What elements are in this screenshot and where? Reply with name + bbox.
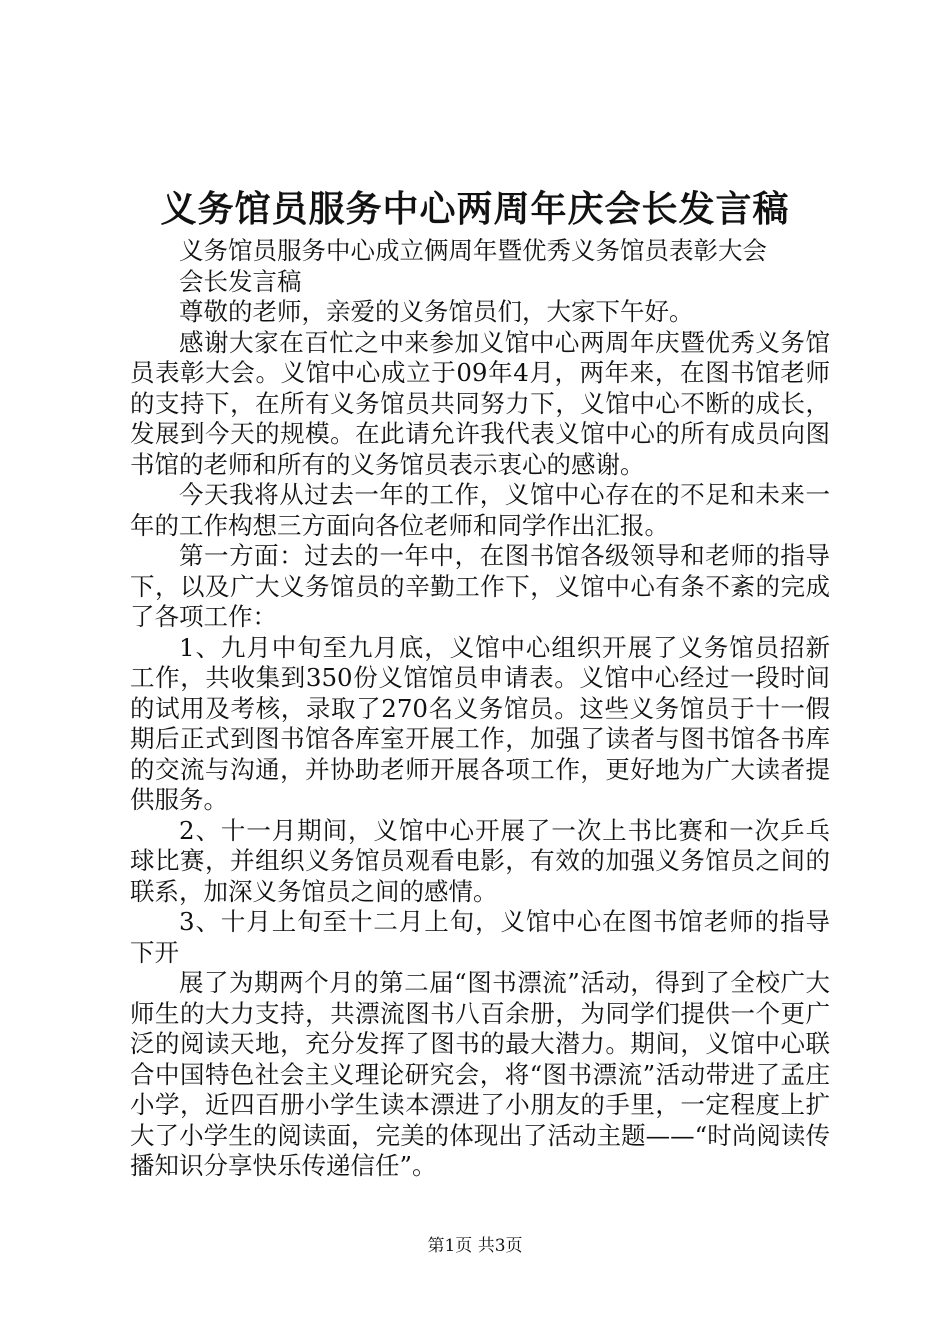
item-three-continued-paragraph: 展了为期两个月的第二届“图书漂流”活动，得到了全校广大师生的大力支持，共漂流图书八百余册，为同学们提供一个更广泛的阅读天地，充分发挥了图书的最大潜力。期间，义馆中心联合中国特色社会主义理论研究会，将“图书漂流”活动带进了孟庄小学，近四百册小学生读本漂进了小朋友的手里，一定程度上扩大了小学生的阅读面，完美的体现出了活动主题——“时尚阅读传播知识分享快乐传递信任”。 — [130, 968, 830, 1180]
item-three-paragraph: 3、十月上旬至十二月上旬，义馆中心在图书馆老师的指导下开 — [130, 907, 830, 967]
item-one-paragraph: 1、九月中旬至九月底，义馆中心组织开展了义务馆员招新工作，共收集到350份义馆馆员申请表。义馆中心经过一段时间的试用及考核，录取了270名义务馆员。这些义务馆员于十一假期后正式到图书馆各库室开展工作，加强了读者与图书馆各书库的交流与沟通，并协助老师开展各项工作，更好地为广大读者提供服务。 — [130, 632, 830, 814]
greeting-paragraph: 尊敬的老师，亲爱的义务馆员们，大家下午好。 — [179, 297, 694, 326]
thanks-paragraph: 感谢大家在百忙之中来参加义馆中心两周年庆暨优秀义务馆员表彰大会。义馆中心成立于09年4月，两年来，在图书馆老师的支持下，在所有义务馆员共同努力下，义馆中心不断的成长，发展到今天的规模。在此请允许我代表义馆中心的所有成员向图书馆的老师和所有的义务馆员表示衷心的感谢。 — [130, 327, 830, 479]
document-title: 义务馆员服务中心两周年庆会长发言稿 — [160, 188, 790, 230]
document-body — [130, 236, 830, 1182]
item-two-paragraph: 2、十一月期间，义馆中心开展了一次上书比赛和一次乒乓球比赛，并组织义务馆员观看电影，有效的加强义务馆员之间的联系，加深义务馆员之间的感情。 — [130, 815, 830, 906]
page-footer: 第1页 共3页 — [427, 1236, 523, 1256]
subtitle-line-1: 义务馆员服务中心成立俩周年暨优秀义务馆员表彰大会 — [179, 236, 767, 265]
subtitle-line-2: 会长发言稿 — [179, 266, 302, 296]
overview-paragraph: 今天我将从过去一年的工作，义馆中心存在的不足和未来一年的工作构想三方面向各位老师和同学作出汇报。 — [130, 480, 830, 540]
section-one-paragraph: 第一方面：过去的一年中，在图书馆各级领导和老师的指导下，以及广大义务馆员的辛勤工作下，义馆中心有条不紊的完成了各项工作： — [130, 541, 830, 631]
